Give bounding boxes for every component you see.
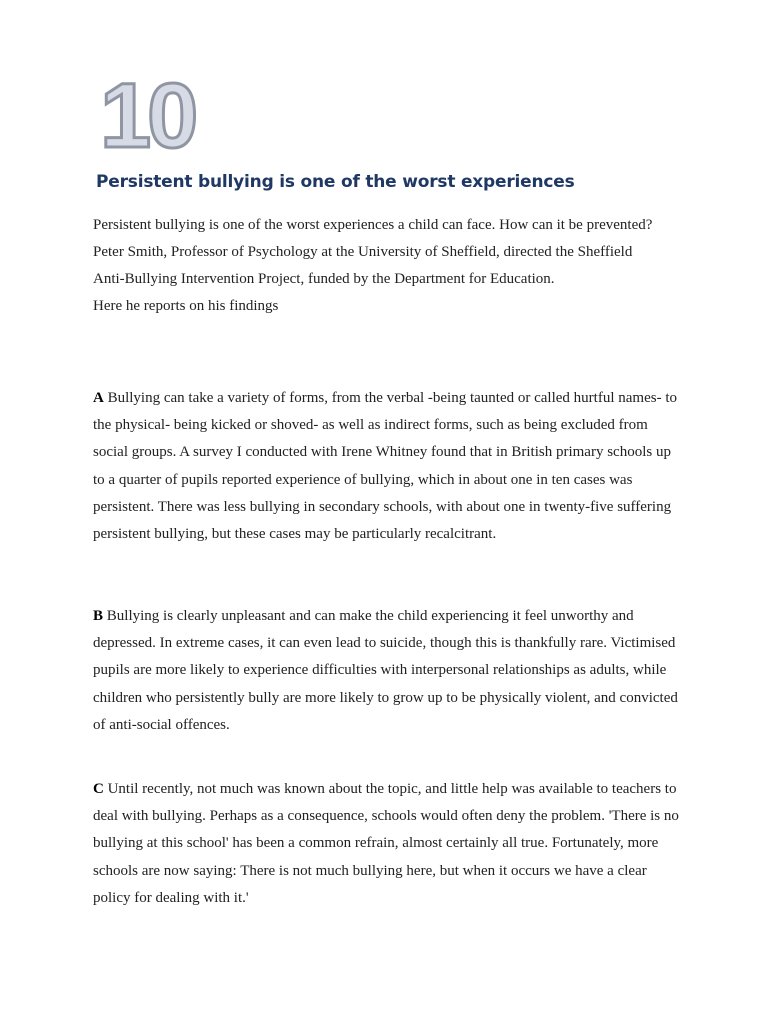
intro-line: Anti-Bullying Intervention Project, funded by the Department for Education. <box>93 271 555 287</box>
intro-text <box>93 212 683 320</box>
paragraph-text: Until recently, not much was known about the topic, and little help was available to teachers to deal with bullying. Perhaps as a consequence, schools would often deny the problem. 'There is no bullying at this school' has been a common refrain, almost certainly all true. Fortunately, more schools are now saying: There is not much bullying here, but when it occurs we have a clear policy for dealing with it.' <box>93 781 679 906</box>
page-title: Persistent bullying is one of the worst experiences <box>96 172 575 192</box>
paragraph-text: Bullying is clearly unpleasant and can make the child experiencing it feel unworthy and depressed. In extreme cases, it can even lead to suicide, though this is thankfully rare. Victimised pupils are more likely to experience difficulties with interpersonal relationships as adults, while children who persistently bully are more likely to grow up to be physically violent, and convicted of anti-social offences. <box>93 608 678 733</box>
intro-line: Persistent bullying is one of the worst experiences a child can face. How can it be prevented? <box>93 217 653 233</box>
paragraph-c <box>93 776 683 912</box>
paragraph-a <box>93 385 683 548</box>
section-number: 10 <box>100 65 195 167</box>
paragraph-letter: B <box>93 608 104 624</box>
intro-line: Here he reports on his findings <box>93 298 279 314</box>
paragraph-b <box>93 603 683 739</box>
paragraph-text: Bullying can take a variety of forms, from the verbal -being taunted or called hurtful names- to the physical- being kicked or shoved- as well as indirect forms, such as being excluded from social groups. A survey I conducted with Irene Whitney found that in British primary schools up to a quarter of pupils reported experience of bullying, which in about one in ten cases was persistent. There was less bullying in secondary schools, with about one in twenty-five suffering persistent bullying, but these cases may be particularly recalcitrant. <box>93 390 677 543</box>
intro-line: Peter Smith, Professor of Psychology at the University of Sheffield, directed the Sheffield <box>93 244 633 260</box>
paragraph-letter: C <box>93 781 104 797</box>
paragraph-letter: A <box>93 390 104 406</box>
